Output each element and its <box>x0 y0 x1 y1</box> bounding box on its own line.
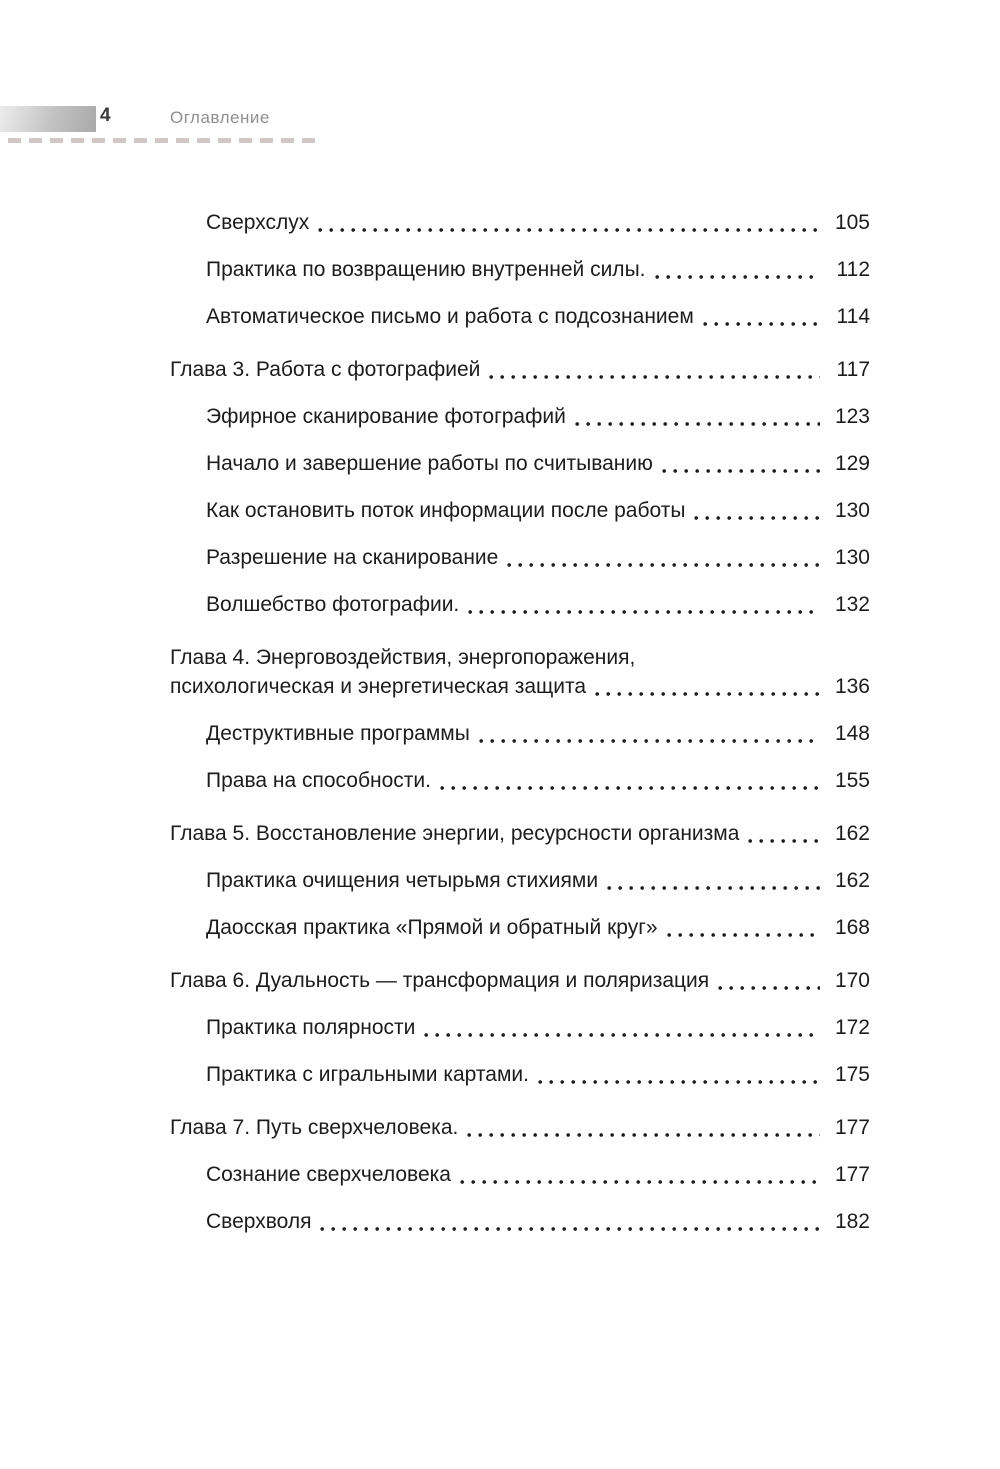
toc-entry-page: 177 <box>834 1163 870 1186</box>
dot-leader <box>440 785 820 791</box>
toc-entry-page: 129 <box>834 452 870 475</box>
toc-entry <box>170 1207 870 1236</box>
dot-leader <box>538 1079 820 1085</box>
toc-entry-title: Глава 5. Восстановление энергии, ресурсности организма <box>170 822 740 845</box>
toc-entry-title: Сверхслух <box>206 211 310 234</box>
toc-entry-page: 117 <box>836 358 870 381</box>
dot-leader <box>467 1132 820 1138</box>
dot-leader <box>320 1226 820 1232</box>
toc-entry-page: 162 <box>834 869 870 892</box>
toc-entry-row <box>206 449 870 478</box>
toc-entry-title: Глава 7. Путь сверхчеловека. <box>170 1116 459 1139</box>
toc-entry-row <box>170 966 870 995</box>
dot-leader <box>575 421 820 427</box>
dot-leader <box>655 274 821 280</box>
toc-entry <box>170 255 870 284</box>
dot-leader <box>468 609 820 615</box>
toc-entry-title: Практика очищения четырьмя стихиями <box>206 869 599 892</box>
toc-entry <box>170 1060 870 1089</box>
dot-leader <box>667 932 820 938</box>
toc-entry-page: 168 <box>834 916 870 939</box>
toc-entry <box>170 496 870 525</box>
toc-entry-page: 132 <box>834 593 870 616</box>
toc-entry-title-line1: Глава 4. Энерговоздействия, энергопоражения, <box>170 646 636 669</box>
toc-entry-page: 136 <box>834 675 870 698</box>
toc-entry <box>170 402 870 431</box>
toc-entry-row <box>206 719 870 748</box>
page-number: 4 <box>100 105 111 126</box>
toc-entry-title: Начало и завершение работы по считыванию <box>206 452 653 475</box>
toc-entry-row <box>206 402 870 431</box>
toc-entry <box>170 719 870 748</box>
toc-entry <box>170 866 870 895</box>
toc-list <box>170 208 870 1254</box>
toc-entry-title: Практика по возвращению внутренней силы. <box>206 258 646 281</box>
toc-entry-row <box>206 766 870 795</box>
toc-entry-page: 175 <box>834 1063 870 1086</box>
toc-entry-row <box>206 1207 870 1236</box>
toc-entry-row <box>170 672 870 701</box>
toc-entry-title: Автоматическое письмо и работа с подсознанием <box>206 305 694 328</box>
dot-leader <box>662 468 820 474</box>
toc-entry-title: Права на способности. <box>206 769 431 792</box>
toc-entry <box>170 766 870 795</box>
toc-entry-row <box>206 866 870 895</box>
toc-entry-title: Практика с игральными картами. <box>206 1063 529 1086</box>
toc-entry-page: 148 <box>834 722 870 745</box>
toc-entry-row <box>206 208 870 237</box>
toc-entry-title: психологическая и энергетическая защита <box>170 675 587 698</box>
toc-entry-row <box>170 355 870 384</box>
toc-entry <box>170 819 870 848</box>
dot-leader <box>607 885 820 891</box>
toc-entry <box>170 543 870 572</box>
toc-entry-page: 172 <box>834 1016 870 1039</box>
dot-leader <box>507 562 820 568</box>
toc-entry-title: Глава 6. Дуальность — трансформация и поляризация <box>170 969 710 992</box>
toc-entry <box>170 1160 870 1189</box>
toc-entry-title: Волшебство фотографии. <box>206 593 460 616</box>
toc-entry <box>170 449 870 478</box>
toc-entry-row <box>206 1013 870 1042</box>
dot-leader <box>489 374 820 380</box>
toc-entry-page: 112 <box>836 258 870 281</box>
toc-entry-page: 114 <box>836 305 870 328</box>
header-gradient-bar <box>0 106 96 132</box>
toc-entry <box>170 913 870 942</box>
toc-entry <box>170 966 870 995</box>
dot-leader <box>424 1032 820 1038</box>
toc-entry-row <box>206 1160 870 1189</box>
toc-entry-row <box>206 1060 870 1089</box>
toc-entry <box>170 355 870 384</box>
toc-entry-title: Сознание сверхчеловека <box>206 1163 451 1186</box>
toc-entry <box>170 590 870 619</box>
toc-entry-page: 177 <box>834 1116 870 1139</box>
toc-entry-row <box>206 496 870 525</box>
toc-entry-title: Практика полярности <box>206 1016 416 1039</box>
toc-entry-row <box>170 1113 870 1142</box>
toc-entry <box>170 302 870 331</box>
toc-entry-row <box>206 543 870 572</box>
dot-leader <box>703 321 820 327</box>
toc-entry-page: 155 <box>834 769 870 792</box>
toc-entry-title: Эфирное сканирование фотографий <box>206 405 566 428</box>
dot-leader <box>748 838 820 844</box>
toc-entry-row <box>206 255 870 284</box>
toc-entry-page: 105 <box>834 211 870 234</box>
toc-entry <box>170 1113 870 1142</box>
dot-leader <box>718 985 820 991</box>
toc-entry-row <box>206 590 870 619</box>
toc-entry-page: 182 <box>834 1210 870 1233</box>
dot-leader <box>479 738 820 744</box>
toc-entry-title: Деструктивные программы <box>206 722 470 745</box>
dot-leader <box>694 515 820 521</box>
toc-entry-page: 130 <box>834 499 870 522</box>
toc-entry-page: 123 <box>834 405 870 428</box>
toc-entry-row <box>170 819 870 848</box>
toc-entry-page: 162 <box>834 822 870 845</box>
toc-entry-title: Глава 3. Работа с фотографией <box>170 358 481 381</box>
toc-entry-title: Разрешение на сканирование <box>206 546 499 569</box>
toc-entry-row <box>206 913 870 942</box>
toc-entry-title: Даосская практика «Прямой и обратный круг» <box>206 916 658 939</box>
toc-entry-page: 170 <box>834 969 870 992</box>
dot-leader <box>595 691 820 697</box>
dot-leader <box>318 227 820 233</box>
toc-entry <box>170 1013 870 1042</box>
toc-entry-page: 130 <box>834 546 870 569</box>
toc-entry <box>170 208 870 237</box>
dashed-divider <box>8 138 320 143</box>
toc-entry-row <box>206 302 870 331</box>
dot-leader <box>460 1179 820 1185</box>
toc-entry-title: Как остановить поток информации после работы <box>206 499 686 522</box>
toc-entry-title: Сверхволя <box>206 1210 312 1233</box>
toc-entry <box>170 643 870 701</box>
header-title: Оглавление <box>170 108 270 127</box>
